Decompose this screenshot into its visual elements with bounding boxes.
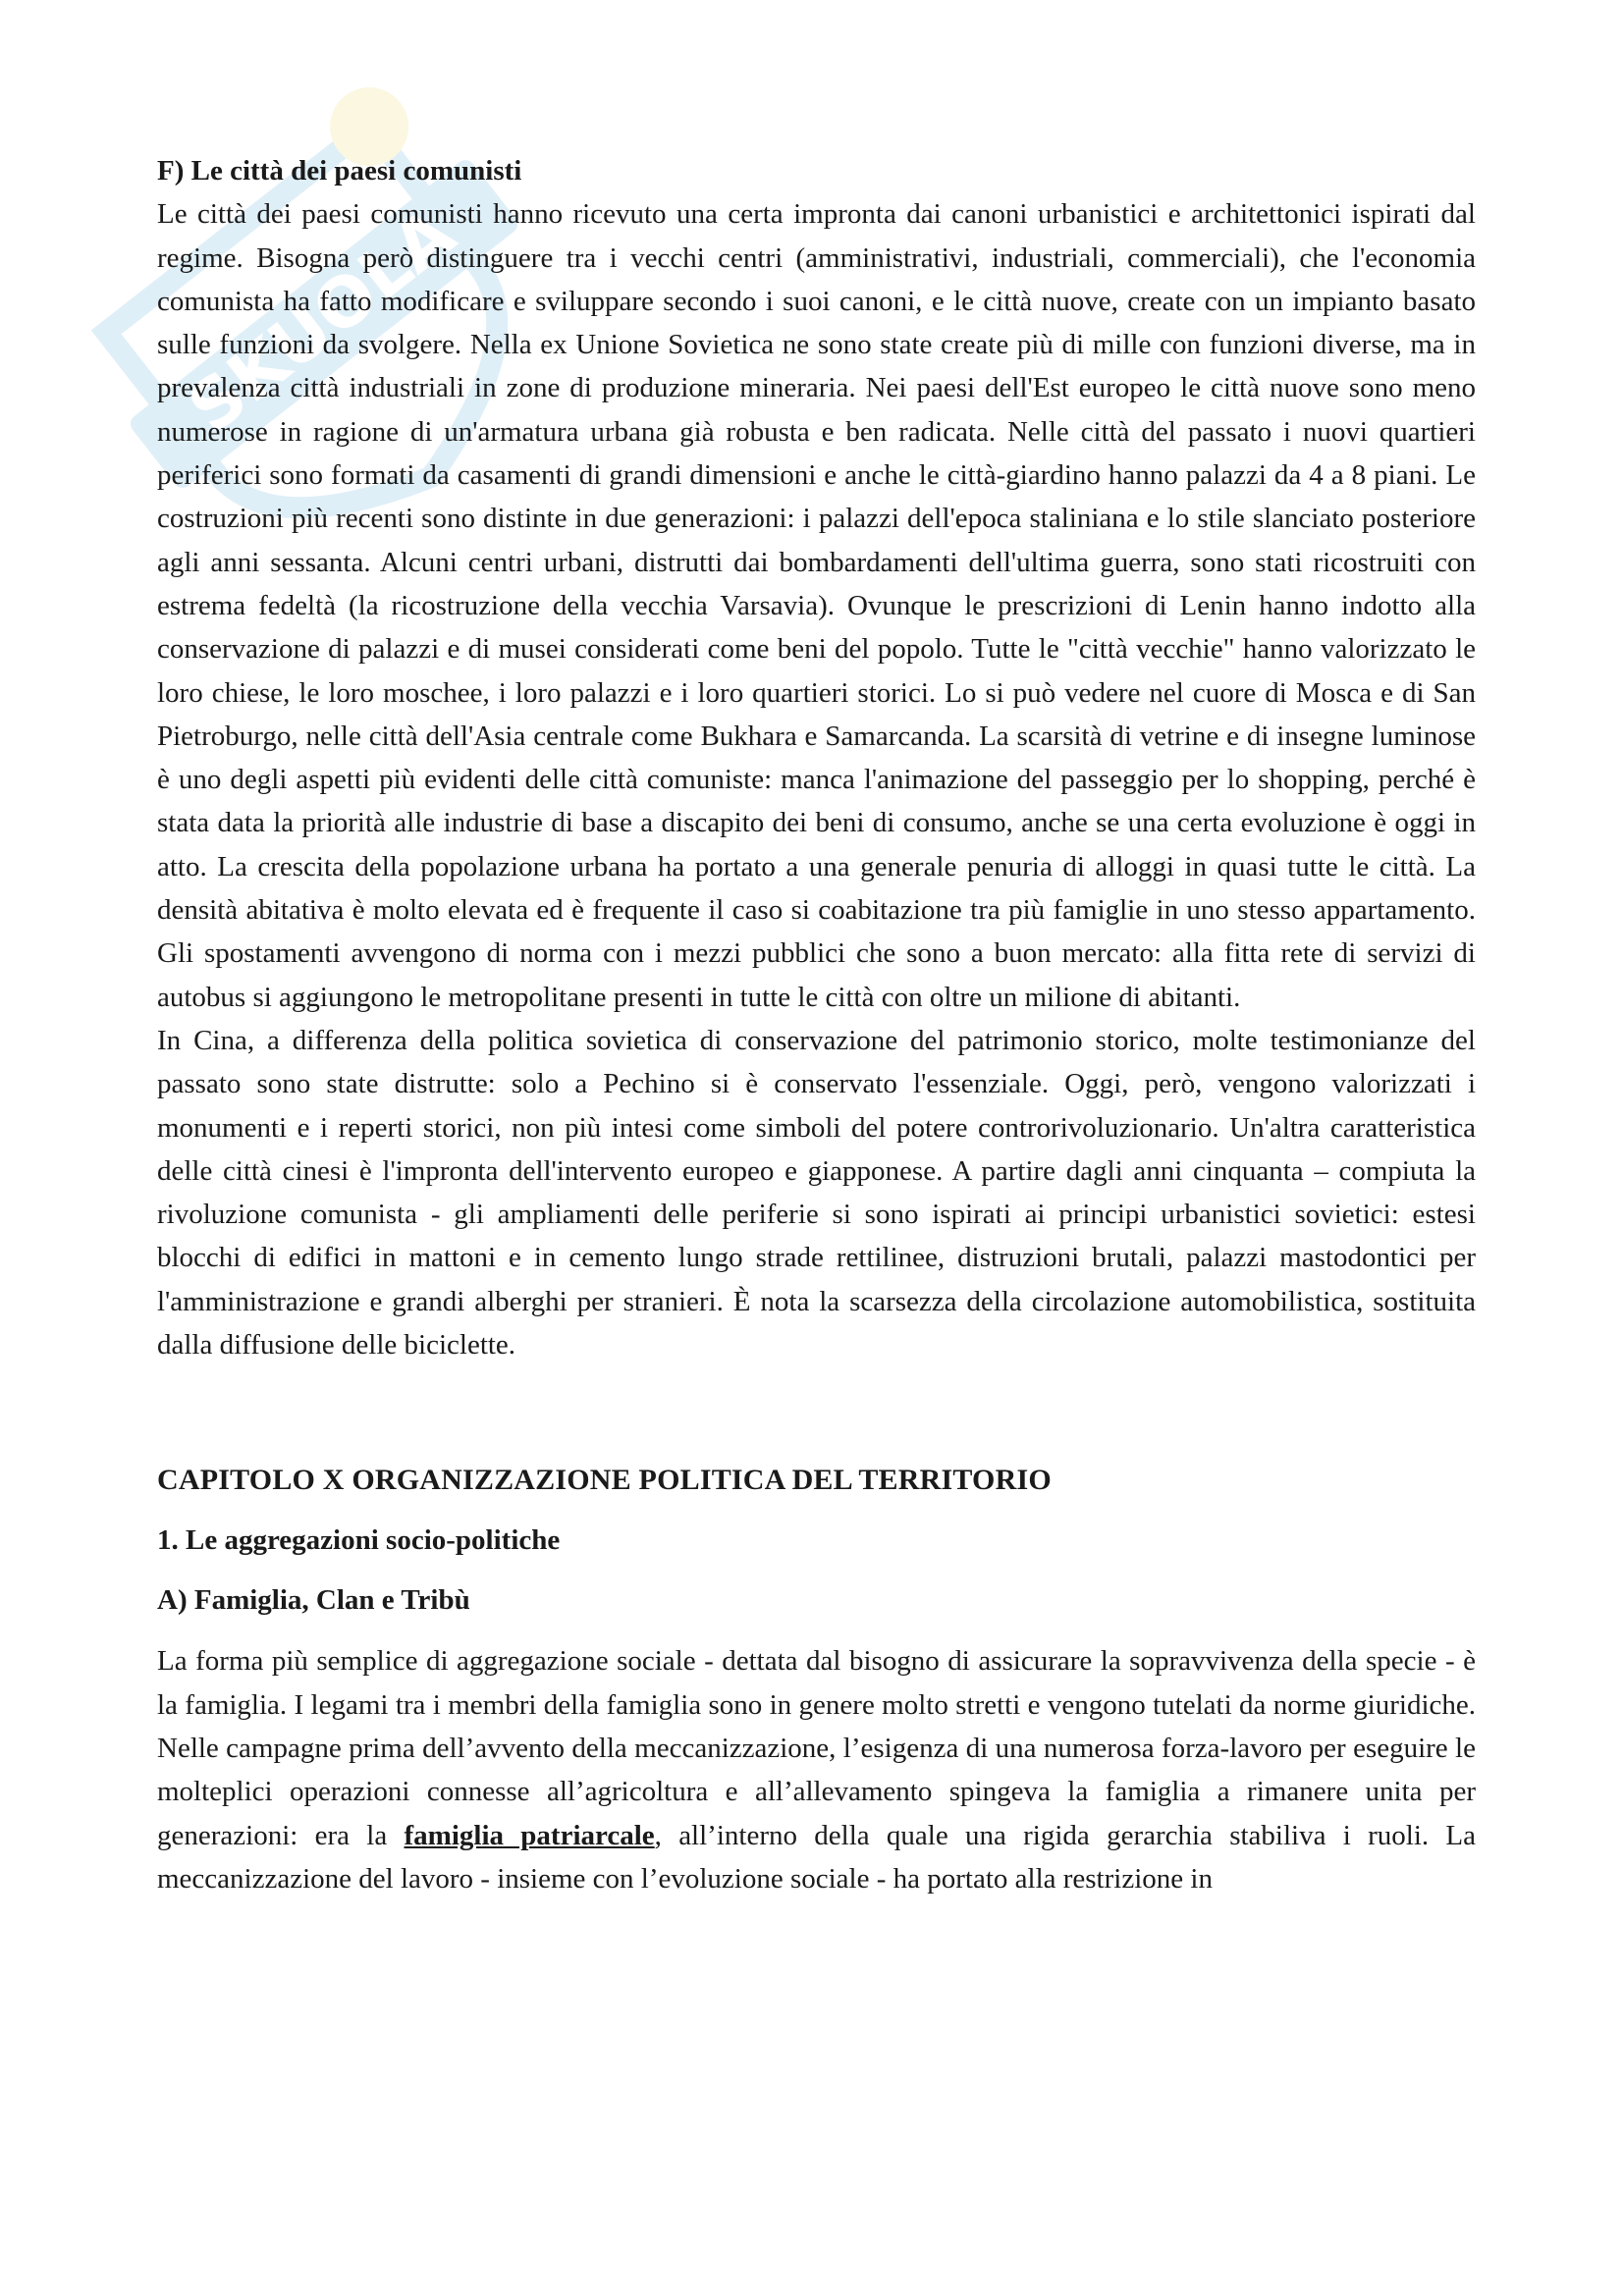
chapter-paragraph [157,1639,1476,1900]
section-f-title: F) Le città dei paesi comunisti [157,155,522,187]
watermark-text: SKUOLA [173,192,470,450]
section-f-paragraph-2: In Cina, a differenza della politica sovietica di conservazione del patrimonio storico, molte testimonianze del passato sono state distrutte: solo a Pechino si è conservato l'essenziale. Oggi, però, vengono valorizzati i monumenti e i reperti storici, non più intesi come simboli del potere controrivoluzionario. Un'altra caratteristica delle città cinesi è l'impronta dell'intervento europeo e giapponese. A partire dagli anni cinquanta – compiuta la rivoluzione comunista - gli ampliamenti delle periferie si sono ispirati ai principi urbanistici sovietici: estesi blocchi di edifici in mattoni e in cemento lungo strade rettilinee, distruzioni brutali, palazzi mastodontici per l'amministrazione e grandi alberghi per stranieri. È nota la scarsezza della circolazione automobilistica, sostituita dalla diffusione delle biciclette. [157,1024,1476,1362]
subsection-title: A) Famiglia, Clan e Tribù [157,1584,470,1617]
paragraph-text-after: , all’interno della quale una rigida gerarchia stabiliva i ruoli. La meccanizzazione del lavoro - insieme con l’evoluzione sociale - ha portato alla restrizione in [157,1819,1476,1895]
section-f-paragraph-1: Le città dei paesi comunisti hanno ricevuto una certa impronta dai canoni urbanistici e architettonici ispirati dal regime. Bisogna però distinguere tra i vecchi centri (amministrativi, industriali, commerciali), che l'economia comunista ha fatto modificare e sviluppare secondo i suoi canoni, e le città nuove, create con un impianto basato sulle funzioni da svolgere. Nella ex Unione Sovietica ne sono state create più di mille con funzioni diverse, ma in prevalenza città industriali in zone di produzione mineraria. Nei paesi dell'Est europeo le città nuove sono meno numerose in ragione di un'armatura urbana già robusta e ben radicata. Nelle città del passato i nuovi quartieri periferici sono formati da casamenti di grandi dimensioni e anche le città-giardino hanno palazzi da 4 a 8 piani. Le costruzioni più recenti sono distinte in due generazioni: i palazzi dell'epoca staliniana e lo stile slanciato posteriore agli anni sessanta. Alcuni centri urbani, distrutti dai bombardamenti dell'ultima guerra, sono stati ricostruiti con estrema fedeltà (la ricostruzione della vecchia Varsavia). Ovunque le prescrizioni di Lenin hanno indotto alla conservazione di palazzi e di musei considerati come beni del popolo. Tutte le "città vecchie" hanno valorizzato le loro chiese, le loro moschee, i loro palazzi e i loro quartieri storici. Lo si può vedere nel cuore di Mosca e di San Pietroburgo, nelle città dell'Asia centrale come Bukhara e Samarcanda. La scarsità di vetrine e di insegne luminose è uno degli aspetti più evidenti delle città comuniste: manca l'animazione del passeggio per lo shopping, perché è stata data la priorità alle industrie di base a discapito dei beni di consumo, anche se una certa evoluzione è oggi in atto. La crescita della popolazione urbana ha portato a una generale penuria di alloggi in quasi tutte le città. La densità abitativa è molto elevata ed è frequente il caso si coabitazione tra più famiglie in uno stesso appartamento. Gli spostamenti avvengono di norma con i mezzi pubblici che sono a buon mercato: alla fitta rete di servizi di autobus si aggiungono le metropolitane presenti in tutte le città con oltre un milione di abitanti. [157,198,1476,1013]
chapter-title: CAPITOLO X ORGANIZZAZIONE POLITICA DEL TERRITORIO [157,1464,1052,1497]
paragraph-text-before: La forma più semplice di aggregazione sociale - dettata dal bisogno di assicurare la sopravvivenza della specie - è la famiglia. I legami tra i membri della famiglia sono in genere molto stretti e vengono tutelati da norme giuridiche. Nelle campagne prima dell’avvento della meccanizzazione, l’esigenza di una numerosa forza-lavoro per eseguire le molteplici operazioni connesse all’agricoltura e all’allevamento spingeva la famiglia a rimanere unita per generazioni: era la [157,1645,1476,1851]
keyword-famiglia-patriarcale: famiglia patriarcale [404,1819,655,1851]
section-title: 1. Le aggregazioni socio-politiche [157,1524,561,1557]
document-page [157,149,1476,1900]
